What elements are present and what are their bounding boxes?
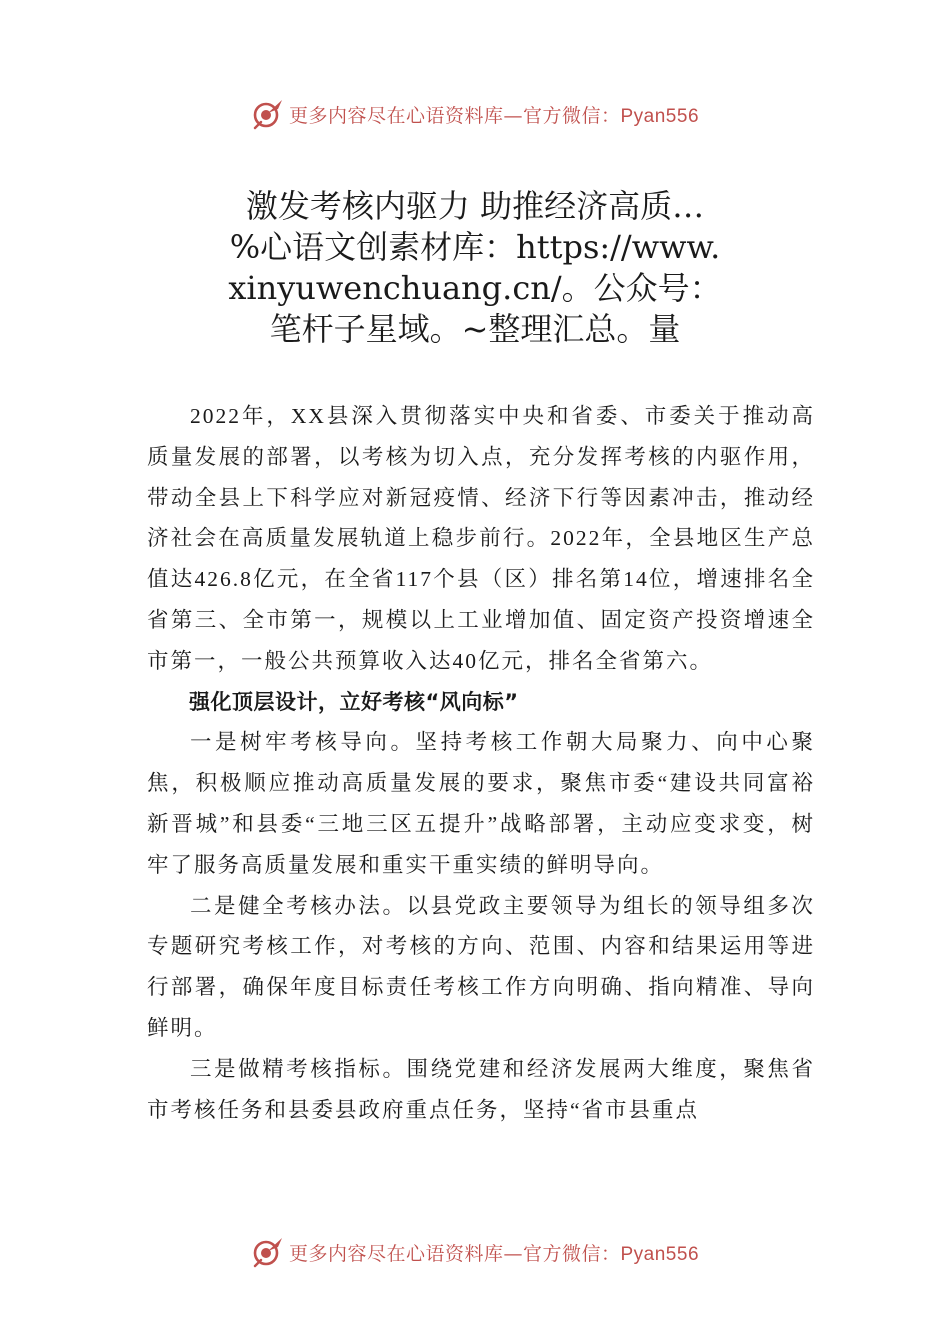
body-paragraph: 三是做精考核指标。围绕党建和经济发展两大维度，聚焦省市考核任务和县委县政府重点任务，坚持“省市县重点 <box>147 1056 815 1122</box>
title-line: xinyuwenchuang.cn/。公众号： <box>228 269 722 307</box>
quill-logo-icon <box>251 97 285 131</box>
document-title <box>150 186 800 350</box>
document-body <box>147 396 815 1130</box>
wechat-id: Pyan556 <box>620 1243 700 1265</box>
wechat-id: Pyan556 <box>620 105 700 127</box>
header-banner <box>0 94 950 134</box>
intro-paragraph: 2022年，XX县深入贯彻落实中央和省委、市委关于推动高质量发展的部署，以考核为切入点，充分发挥考核的内驱作用，带动全县上下科学应对新冠疫情、经济下行等因素冲击，推动经济社会在高质量发展轨道上稳步前行。2022年，全县地区生产总值达426.8亿元，在全省117个县（区）排名第14位，增速排名全省第三、全市第一，规模以上工业增加值、固定资产投资增速全市第一，一般公共预算收入达40亿元，排名全省第六。 <box>147 404 815 673</box>
section-heading: 强化顶层设计，立好考核“风向标” <box>189 689 519 714</box>
footer-banner <box>0 1232 950 1272</box>
quill-logo-icon <box>251 1235 285 1269</box>
title-line: 笔杆子星域。~整理汇总。量 <box>269 310 681 348</box>
body-paragraph: 二是健全考核办法。以县党政主要领导为组长的领导组多次专题研究考核工作，对考核的方向、范围、内容和结果运用等进行部署，确保年度目标责任考核工作方向明确、指向精准、导向鲜明。 <box>147 893 815 1040</box>
title-line: %心语文创素材库：https://www. <box>229 228 721 266</box>
body-paragraph: 一是树牢考核导向。坚持考核工作朝大局聚力、向中心聚焦，积极顺应推动高质量发展的要求，聚焦市委“建设共同富裕新晋城”和县委“三地三区五提升”战略部署，主动应变求变，树牢了服务高质量发展和重实干重实绩的鲜明导向。 <box>147 730 815 877</box>
banner-text: 更多内容尽在心语资料库—官方微信：Pyan556 <box>288 1242 700 1265</box>
title-line: 激发考核内驱力 助推经济高质… <box>245 187 705 225</box>
banner-text: 更多内容尽在心语资料库—官方微信：Pyan556 <box>288 104 700 127</box>
